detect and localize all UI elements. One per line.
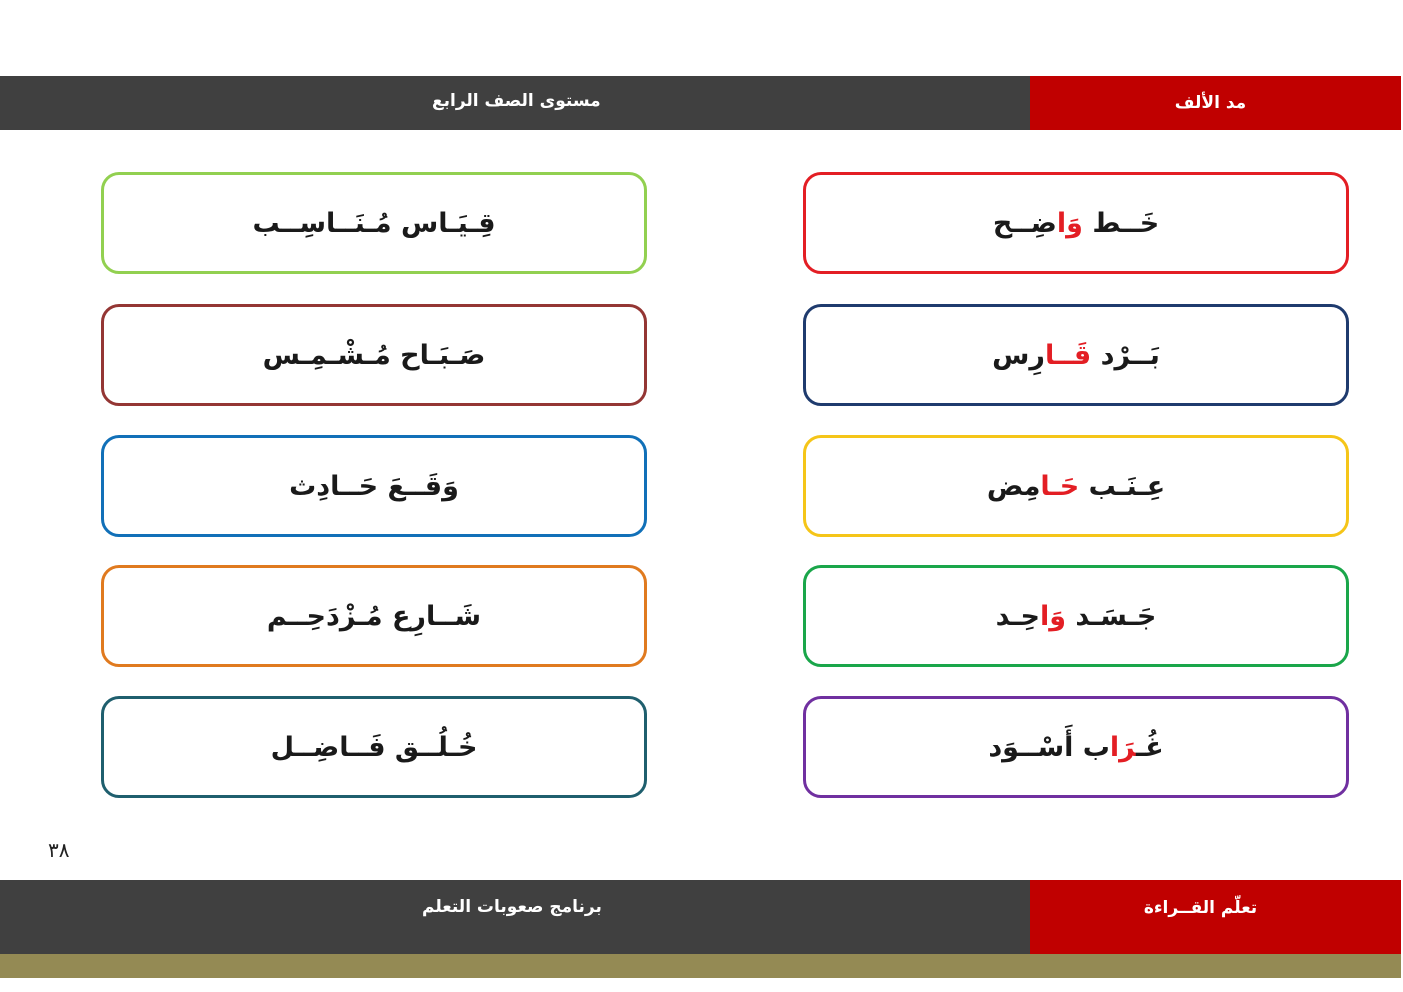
word-text: وَقَــعَ حَــادِث bbox=[289, 470, 459, 502]
word-card bbox=[101, 172, 647, 274]
word-card bbox=[101, 435, 647, 537]
word-text: بَــرْد قَــارِس bbox=[992, 339, 1160, 371]
word-card bbox=[803, 565, 1349, 667]
word-card bbox=[101, 565, 647, 667]
word-card bbox=[803, 172, 1349, 274]
madd-highlight: حَـا bbox=[1040, 470, 1080, 502]
madd-highlight: وَا bbox=[1056, 207, 1083, 239]
word-text: خَــط وَاضِــح bbox=[992, 207, 1160, 239]
level-bar bbox=[0, 76, 1030, 130]
word-text: غُـرَاب أَسْــوَد bbox=[988, 731, 1164, 763]
page-number: ٣٨ bbox=[48, 838, 70, 862]
word-card bbox=[803, 696, 1349, 798]
word-text: عِـنَـب حَـامِض bbox=[986, 470, 1166, 502]
lesson-bar bbox=[1030, 76, 1401, 130]
word-card bbox=[101, 304, 647, 406]
word-card bbox=[803, 304, 1349, 406]
madd-highlight: وَا bbox=[1039, 600, 1066, 632]
header-band bbox=[0, 76, 1401, 130]
program-title: برنامج صعوبات التعلم bbox=[422, 897, 602, 917]
word-card bbox=[101, 696, 647, 798]
book-bar bbox=[1030, 880, 1401, 954]
book-title: تعلّم القــراءة bbox=[1143, 898, 1258, 918]
program-bar bbox=[0, 880, 1030, 954]
word-text: صَـبَـاح مُـشْـمِـس bbox=[262, 339, 486, 371]
footer-band bbox=[0, 880, 1401, 954]
word-card bbox=[803, 435, 1349, 537]
word-text: شَــارِع مُـزْدَحِــم bbox=[266, 600, 482, 632]
footer-strip bbox=[0, 954, 1401, 978]
word-text: جَـسَـد وَاحِـد bbox=[995, 600, 1157, 632]
madd-highlight: رَا bbox=[1109, 731, 1136, 763]
word-text: قِـيَـاس مُـنَــاسِــب bbox=[252, 207, 496, 239]
madd-highlight: قَــا bbox=[1044, 339, 1092, 371]
lesson-title: مد الألف bbox=[1174, 93, 1247, 113]
word-text: خُـلُــق فَــاضِــل bbox=[270, 731, 478, 763]
level-title: مستوى الصف الرابع bbox=[432, 91, 601, 111]
